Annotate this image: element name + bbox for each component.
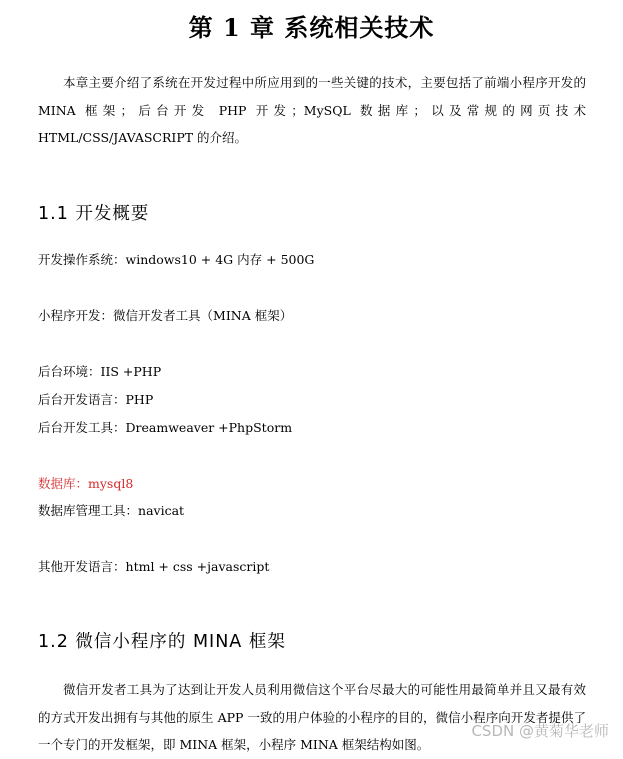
env-line-backend-tools <box>38 419 292 437</box>
env-label: 后台环境： <box>38 364 101 379</box>
env-value: PHP <box>125 392 154 407</box>
env-value: 微信开发者工具（MINA 框架） <box>113 308 293 323</box>
mina-paragraph: 微信开发者工具为了达到让开发人员利用微信这个平台尽最大的可能性用最简单并且又最有效的方式开发出拥有与其他的原生 APP 一致的用户体验的小程序的目的，微信小程序向开发者提供了一个专门的开发框架，即 MINA 框架，小程序 MINA 框架结构如图。 <box>38 682 586 752</box>
env-value: html + css +javascript <box>125 559 270 574</box>
section-heading-1-1: 1.1 开发概要 <box>38 204 150 224</box>
env-line-os <box>38 251 314 269</box>
env-label: 数据库： <box>38 476 89 491</box>
section-heading-1-2: 1.2 微信小程序的 MINA 框架 <box>38 632 286 652</box>
env-line-database <box>38 475 133 493</box>
env-line-db-tool <box>38 502 184 520</box>
env-label: 小程序开发： <box>38 308 114 323</box>
env-value: IIS +PHP <box>100 364 162 379</box>
chapter-title: 第 1 章 系统相关技术 <box>188 13 435 42</box>
env-label: 其他开发语言： <box>38 559 126 574</box>
env-label: 开发操作系统： <box>38 252 126 267</box>
env-line-other-lang <box>38 558 269 576</box>
env-line-miniprogram <box>38 307 292 325</box>
env-value: mysql8 <box>88 476 134 491</box>
env-label: 数据库管理工具： <box>38 503 139 518</box>
env-label: 后台开发工具： <box>38 420 126 435</box>
intro-paragraph: 本章主要介绍了系统在开发过程中所应用到的一些关键的技术，主要包括了前端小程序开发的MINA 框架；后台开发 PHP 开发；MySQL 数据库；以及常规的网页技术 HTML/CSS/JAVASCRIPT 的介绍。 <box>38 75 586 145</box>
env-value: navicat <box>138 503 185 518</box>
env-label: 后台开发语言： <box>38 392 126 407</box>
env-line-backend-env <box>38 363 161 381</box>
env-value: Dreamweaver +PhpStorm <box>125 420 293 435</box>
env-line-backend-lang <box>38 391 153 409</box>
env-value: windows10 + 4G 内存 + 500G <box>125 252 315 267</box>
watermark: CSDN @黄菊华老师 <box>471 722 609 740</box>
